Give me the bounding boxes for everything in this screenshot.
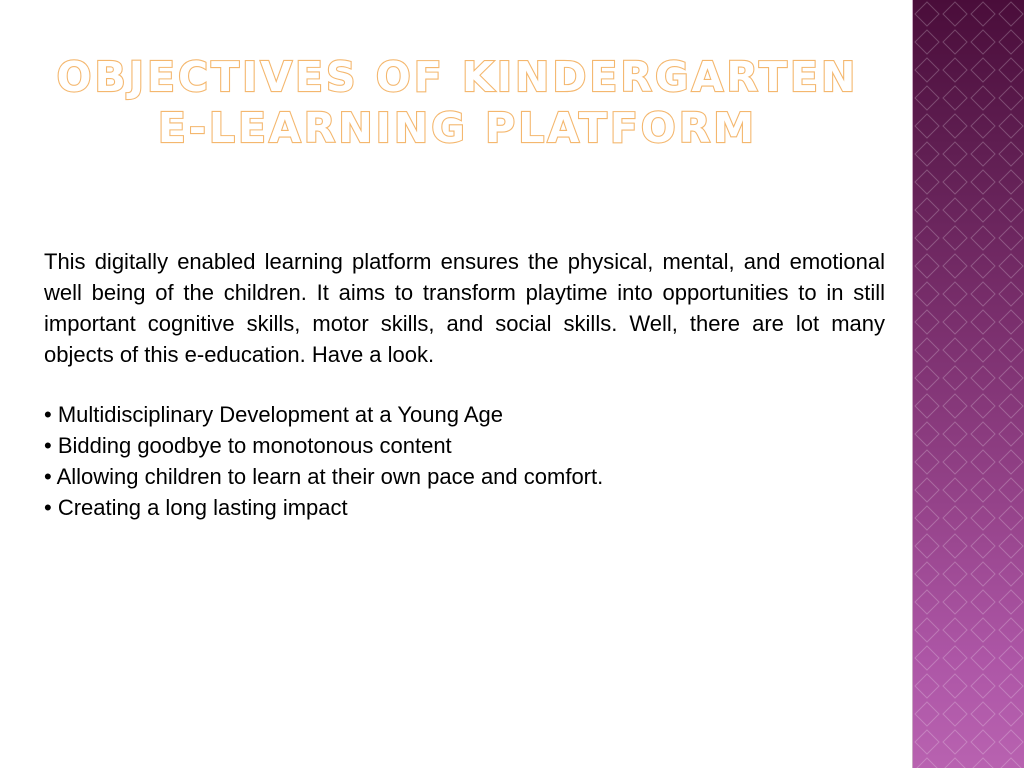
title-line-1: OBJECTIVES OF KINDERGARTEN [56,53,859,101]
diamond-pattern [913,0,1024,768]
objective-item: • Multidisciplinary Development at a Young Age [44,402,503,427]
decorative-side-band [912,0,1024,768]
objectives-list [44,399,885,523]
slide-body [44,246,885,523]
objective-item: • Bidding goodbye to monotonous content [44,433,452,458]
objective-item: • Allowing children to learn at their own pace and comfort. [44,464,604,489]
objective-item: • Creating a long lasting impact [44,495,348,520]
slide-title [40,52,875,154]
title-line-2: E-LEARNING PLATFORM [157,104,758,152]
intro-paragraph: This digitally enabled learning platform ensures the physical, mental, and emotional well being of the children. It aims to transform playtime into opportunities to in still important cognitive skills, motor skills, and social skills. Well, there are lot many objects of this e-education. Have a look. [44,249,885,367]
